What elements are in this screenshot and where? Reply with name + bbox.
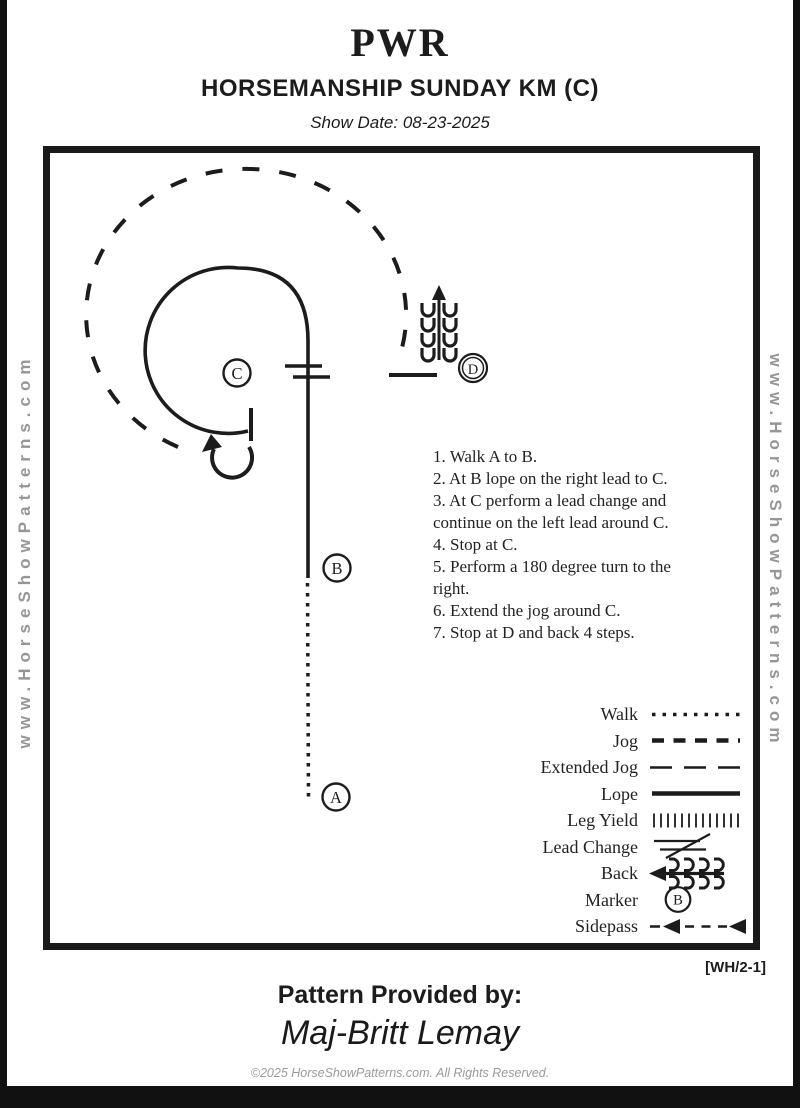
legend-row-extended-jog: [478, 754, 752, 781]
legend-label: Walk: [600, 704, 638, 724]
watermark-right: www.HorseShowPatterns.com: [766, 353, 785, 749]
legend-label: Lope: [601, 783, 638, 804]
svg-text:C: C: [231, 364, 243, 383]
leg-yield-ticks-icon: [648, 807, 752, 834]
turn-arrowhead-icon: [202, 434, 222, 452]
instructions-list: [433, 446, 709, 644]
hoof-mark: [422, 303, 434, 316]
marker-c: [224, 360, 251, 387]
watermark-left: www.HorseShowPatterns.com: [15, 353, 34, 749]
provided-by-label: Pattern Provided by:: [277, 981, 523, 1009]
legend-row-lope: [478, 781, 752, 808]
instruction-step: 3. At C perform a lead change and continue on the left lead around C.: [433, 491, 669, 532]
lead-change-icon: [648, 833, 752, 860]
jog-dashed-arc: [86, 169, 406, 447]
show-date: Show Date: 08-23-2025: [310, 113, 490, 132]
legend-label: Extended Jog: [540, 757, 638, 777]
jog-line-icon: [648, 727, 752, 754]
pattern-code: [WH/2-1]: [705, 959, 766, 976]
back-icon: [648, 860, 752, 887]
legend-row-jog: [478, 728, 752, 755]
instruction-step: 5. Perform a 180 degree turn to the right.: [433, 557, 671, 598]
provider-name: Maj-Britt Lemay: [280, 1014, 520, 1052]
hoof-mark: [444, 333, 456, 346]
hoof-mark: [422, 348, 434, 361]
svg-text:B: B: [331, 559, 343, 578]
svg-text:A: A: [330, 788, 342, 807]
instruction-step: 4. Stop at C.: [433, 535, 518, 554]
legend-row-walk: [478, 701, 752, 728]
legend-label: Marker: [585, 889, 638, 910]
turn-arc: [212, 447, 252, 478]
hoof-mark: [422, 318, 434, 331]
legend-label: Lead Change: [542, 836, 638, 857]
hoof-mark: [444, 348, 456, 361]
hoof-mark: [422, 333, 434, 346]
marker-d: [459, 354, 487, 382]
back-symbol-d: [422, 285, 456, 361]
legend-row-leg-yield: [478, 807, 752, 834]
svg-text:B: B: [673, 892, 683, 909]
walk-dotted-line: [308, 583, 309, 798]
back-arrowhead-icon: [432, 285, 446, 300]
legend-label: Jog: [612, 730, 638, 751]
hoof-mark: [444, 303, 456, 316]
instruction-step: 2. At B lope on the right lead to C.: [433, 469, 668, 488]
legend-label: Leg Yield: [567, 810, 638, 830]
legend-label: Back: [601, 863, 638, 883]
legend-label: Sidepass: [575, 916, 638, 936]
copyright-notice: ©2025 HorseShowPatterns.com. All Rights Reserved.: [250, 1066, 550, 1080]
instruction-step: 6. Extend the jog around C.: [433, 601, 621, 620]
legend-row-sidepass: [478, 913, 752, 940]
marker-icon: [648, 886, 752, 913]
legend-row-marker: [478, 887, 752, 914]
walk-line-icon: [648, 701, 752, 728]
svg-text:D: D: [467, 362, 479, 378]
sidepass-icon: [648, 913, 752, 940]
page-title: PWR: [350, 20, 450, 65]
extended-jog-line-icon: [648, 754, 752, 781]
marker-b: [324, 555, 351, 582]
lope-path: [145, 267, 308, 578]
page-subtitle: HORSEMANSHIP SUNDAY KM (C): [201, 75, 599, 102]
marker-a: [323, 784, 350, 811]
instruction-step: 7. Stop at D and back 4 steps.: [433, 623, 635, 642]
legend-row-lead-change: [478, 834, 752, 861]
hoof-mark: [444, 318, 456, 331]
instruction-step: 1. Walk A to B.: [433, 447, 538, 466]
legend-row-back: [478, 860, 752, 887]
legend: [478, 701, 752, 940]
lope-line-icon: [648, 780, 752, 807]
